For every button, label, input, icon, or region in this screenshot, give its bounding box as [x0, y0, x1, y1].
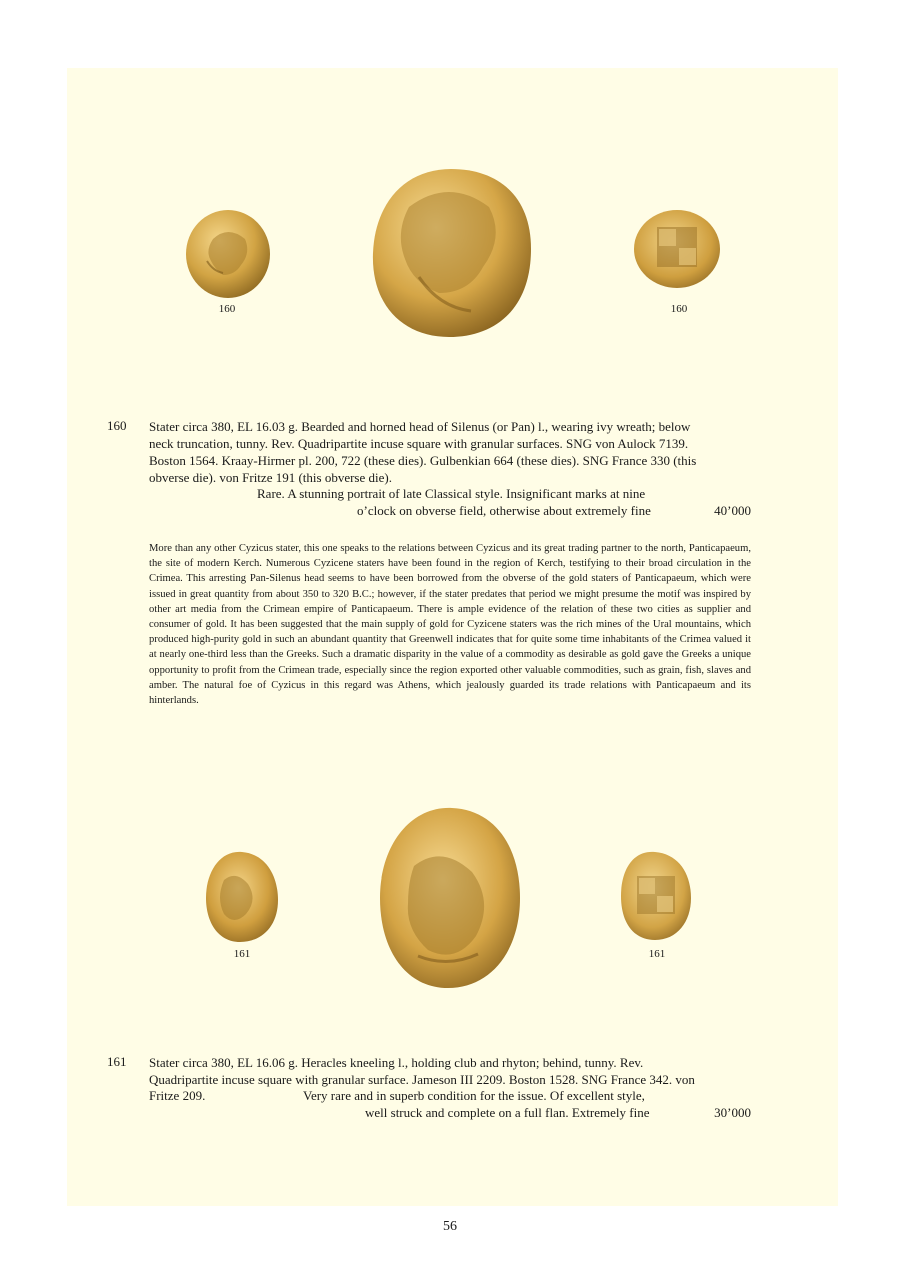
lot-161-reverse-caption: 161 — [648, 948, 666, 960]
description-line: obverse die). von Fritze 191 (this obverse die). — [149, 470, 392, 485]
lot-161-obverse-large-photo — [378, 806, 522, 990]
lot-161-grade-line1: Very rare and in superb condition for the issue. Of excellent style, — [303, 1088, 645, 1103]
lot-160-description — [149, 418, 751, 486]
lot-160-price: 40’000 — [714, 503, 751, 518]
lot-160-grade-line1: Rare. A stunning portrait of late Classical style. Insignificant marks at nine — [257, 486, 646, 501]
description-line: neck truncation, tunny. Rev. Quadripartite incuse square with granular surfaces. SNG von Aulock 7139. — [149, 436, 689, 451]
lot-160-reverse-photo — [633, 209, 721, 289]
lot-161-obverse-caption: 161 — [233, 948, 251, 960]
description-line: Stater circa 380, EL 16.03 g. Bearded and horned head of Silenus (or Pan) l., wearing ivy wreath; below — [149, 419, 691, 434]
description-line: Quadripartite incuse square with granular surface. Jameson III 2209. Boston 1528. SNG France 342. von — [149, 1072, 695, 1087]
lot-161-reverse-photo — [619, 850, 693, 942]
lot-160-obverse-caption: 160 — [218, 303, 236, 315]
lot-161-price: 30’000 — [714, 1105, 751, 1120]
lot-160-essay: More than any other Cyzicus stater, this one speaks to the relations between Cyzicus and its great trading partner to the north, Panticapaeum, the site of modern Kerch. Numerous Cyzicene staters have been found in the region of Kerch, testifying to their broad circulation in the Crimea. This arresting Pan-Silenus head seems to have been borrowed from the obverse of the gold staters of Panticapaeum, which were issued in great quantity from about 350 to 320 B.C.; however, if the stater predates that period we might presume the motif was inspired by other art media from the Crimean empire of Panticapaeum. There is ample evidence of the relation of these two cities as supplier and consumer of gold. It has been suggested that the main supply of gold for Cyzicene staters was the rich mines of the Ural mountains, which produced high-purity gold in such an abundant quantity that Greenwell indicates that for quite some time inhabitants of the Crimea valued it at nearly one-third less than the Greeks. Such a dramatic disparity in the value of a commodity as desirable as gold gave the Greeks a unique opportunity to profit from the Crimean trade, especially since the region exported other valuable commodities, such as grain, fish, slaves and amber. The natural foe of Cyzicus in this regard was Athens, which jealously guarded its trade relations with Panticapaeum and its hinterlands. — [149, 543, 751, 707]
description-line: Stater circa 380, EL 16.06 g. Heracles kneeling l., holding club and rhyton; behind, tunny. Rev. — [149, 1055, 644, 1070]
lot-161-number: 161 — [107, 1054, 127, 1069]
lot-160-number: 160 — [107, 418, 127, 433]
description-line: Boston 1564. Kraay-Hirmer pl. 200, 722 (these dies). Gulbenkian 664 (these dies). SNG France 330 (this — [149, 453, 697, 468]
lot-160-obverse-small-photo — [185, 209, 271, 299]
lot-161-obverse-small-photo — [204, 850, 280, 944]
lot-161-description-end: Fritze 209. — [149, 1088, 206, 1103]
lot-160-obverse-large-photo — [369, 167, 533, 339]
lot-161-grade-line2: well struck and complete on a full flan. Extremely fine — [365, 1105, 650, 1120]
page-number: 56 — [443, 1219, 457, 1234]
lot-161-description — [149, 1054, 751, 1088]
lot-160-reverse-caption: 160 — [670, 303, 688, 315]
lot-160-grade-line2: o’clock on obverse field, otherwise about extremely fine — [357, 503, 651, 518]
